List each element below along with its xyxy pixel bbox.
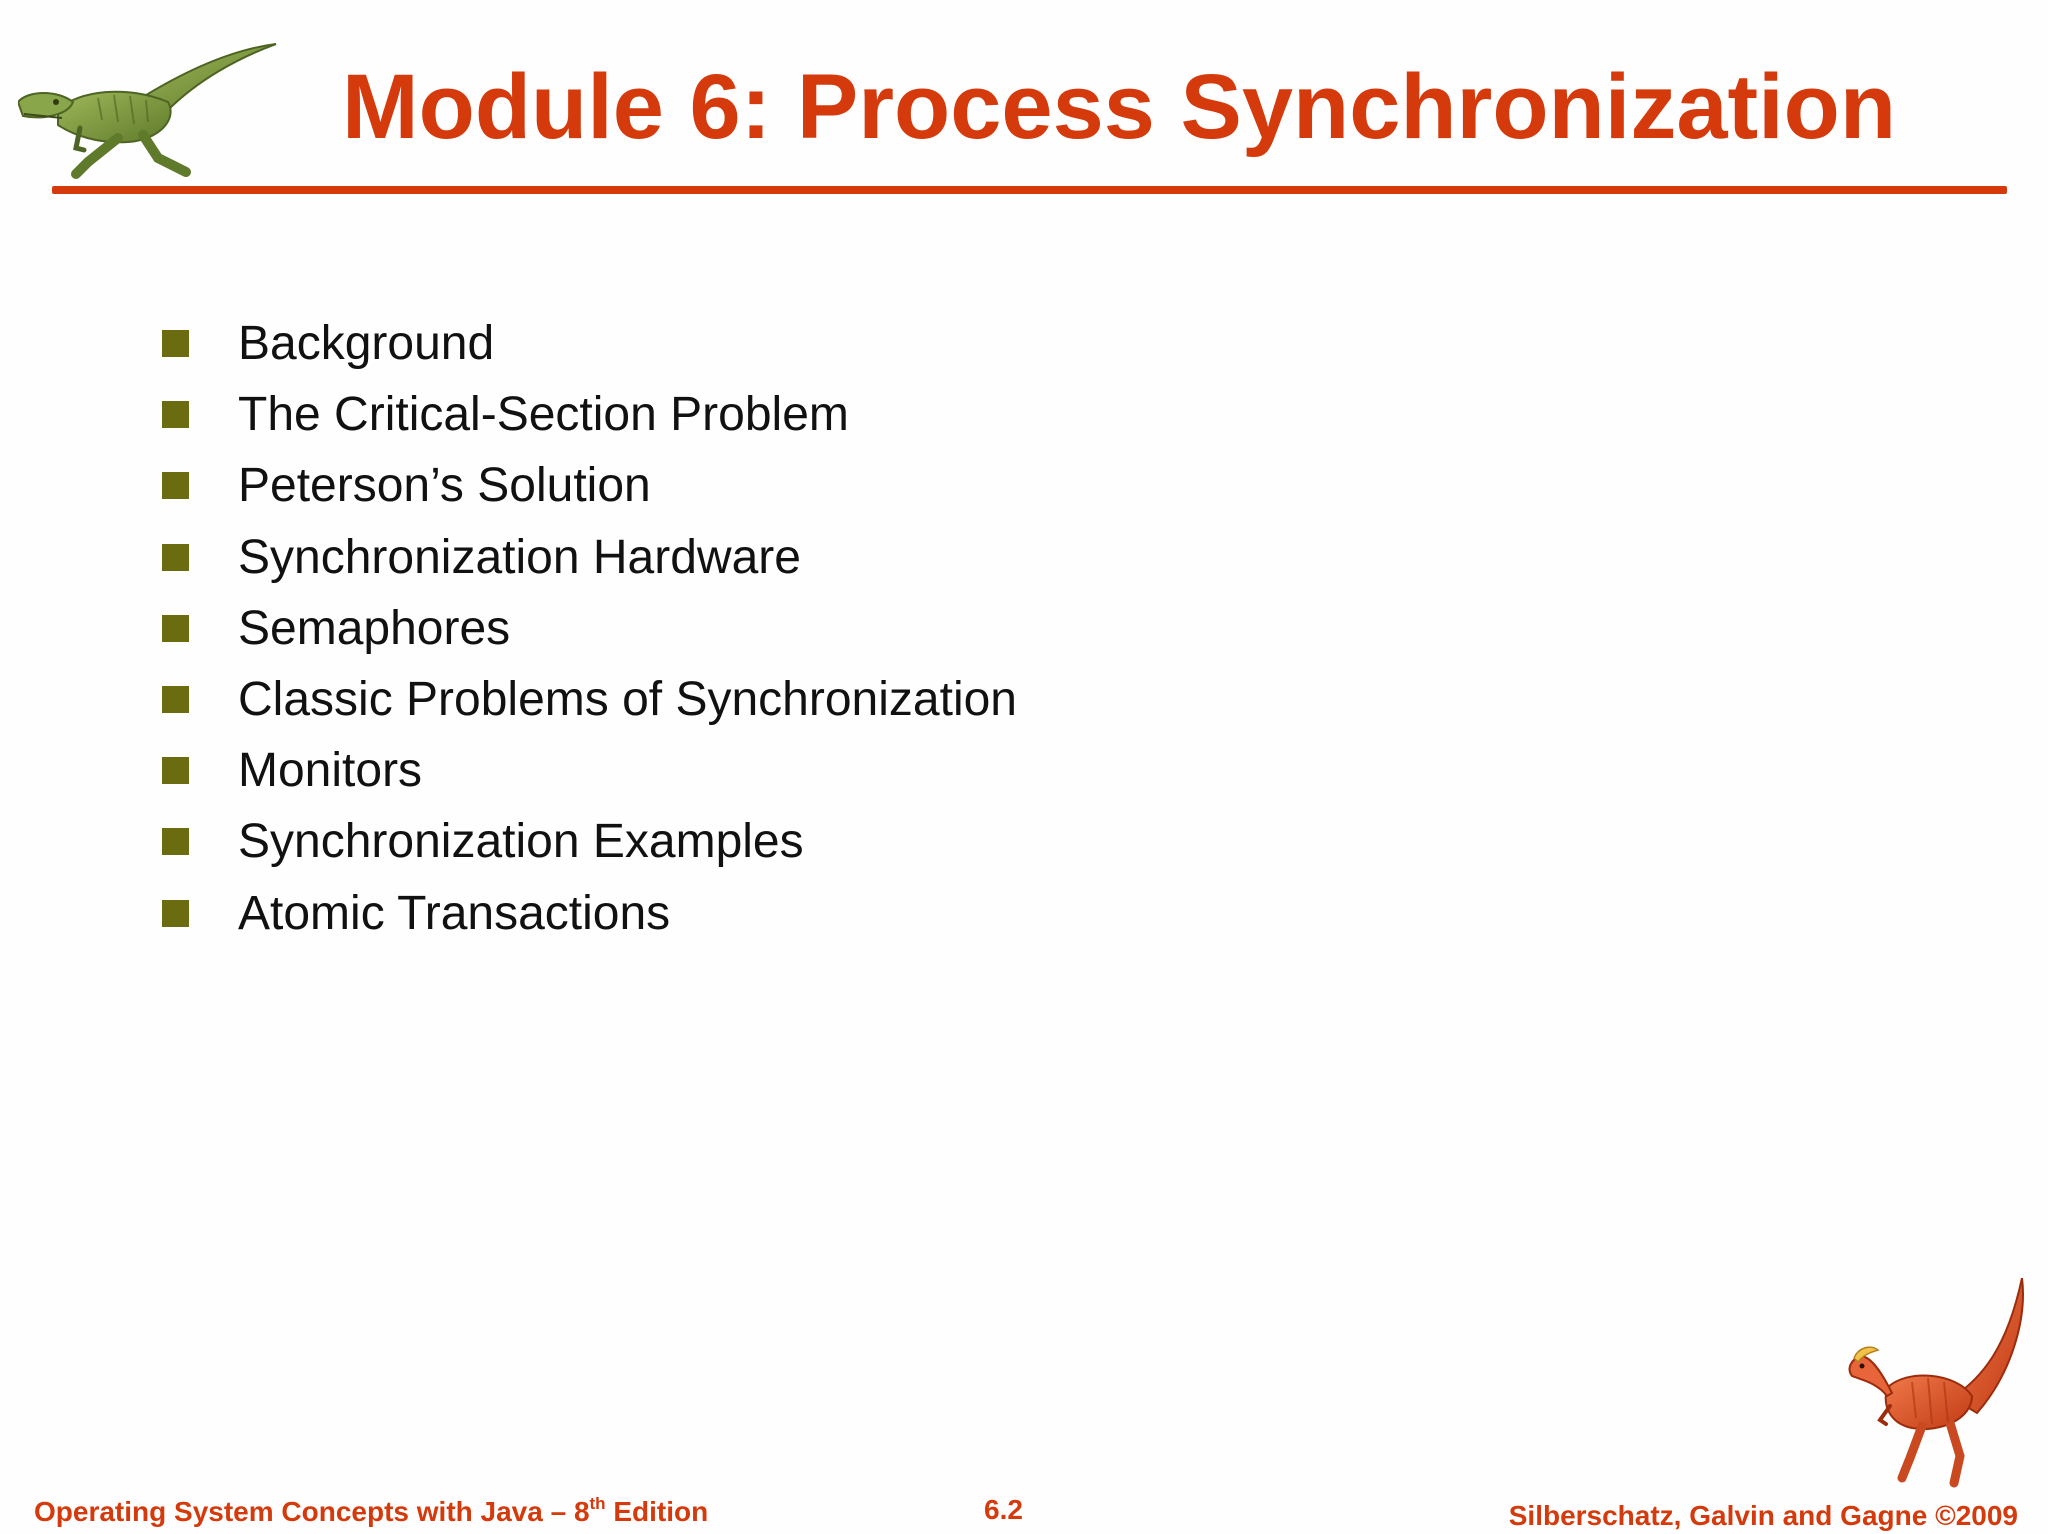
- bullet-text: Synchronization Hardware: [238, 530, 801, 584]
- bullet-text: The Critical-Section Problem: [238, 388, 849, 442]
- list-item: [162, 522, 1017, 593]
- square-bullet-icon: [162, 472, 189, 499]
- bullet-text: Synchronization Examples: [238, 815, 804, 869]
- square-bullet-icon: [162, 401, 189, 428]
- list-item: [162, 379, 1017, 450]
- bullet-text: Atomic Transactions: [238, 886, 671, 940]
- green-dinosaur-icon: [18, 40, 280, 180]
- bullet-text: Background: [238, 317, 495, 371]
- square-bullet-icon: [162, 330, 189, 357]
- square-bullet-icon: [162, 757, 189, 784]
- footer-book-title-prefix: Operating System Concepts with Java – 8: [34, 1496, 590, 1527]
- footer-book-title: [34, 1496, 708, 1528]
- bullet-text: Semaphores: [238, 601, 511, 655]
- list-item: [162, 308, 1017, 379]
- footer-book-title-sup: th: [589, 1494, 606, 1513]
- list-item: [162, 450, 1017, 521]
- list-item: [162, 878, 1017, 949]
- bullet-text: Monitors: [238, 744, 423, 798]
- slide-title: Module 6: Process Synchronization: [342, 56, 1897, 158]
- square-bullet-icon: [162, 544, 189, 571]
- bullet-text: Peterson’s Solution: [238, 459, 651, 513]
- red-dinosaur-icon: [1832, 1278, 2032, 1488]
- footer-book-title-suffix: Edition: [605, 1496, 709, 1527]
- list-item: [162, 664, 1017, 735]
- square-bullet-icon: [162, 900, 189, 927]
- title-divider: [52, 186, 2007, 194]
- list-item: [162, 735, 1017, 806]
- list-item: [162, 806, 1017, 877]
- square-bullet-icon: [162, 686, 189, 713]
- footer-page-number: 6.2: [984, 1494, 1023, 1525]
- list-item: [162, 593, 1017, 664]
- square-bullet-icon: [162, 828, 189, 855]
- bullet-list: [162, 308, 1017, 949]
- square-bullet-icon: [162, 615, 189, 642]
- footer-authors: Silberschatz, Galvin and Gagne ©2009: [1508, 1500, 2018, 1531]
- bullet-text: Classic Problems of Synchronization: [238, 673, 1017, 727]
